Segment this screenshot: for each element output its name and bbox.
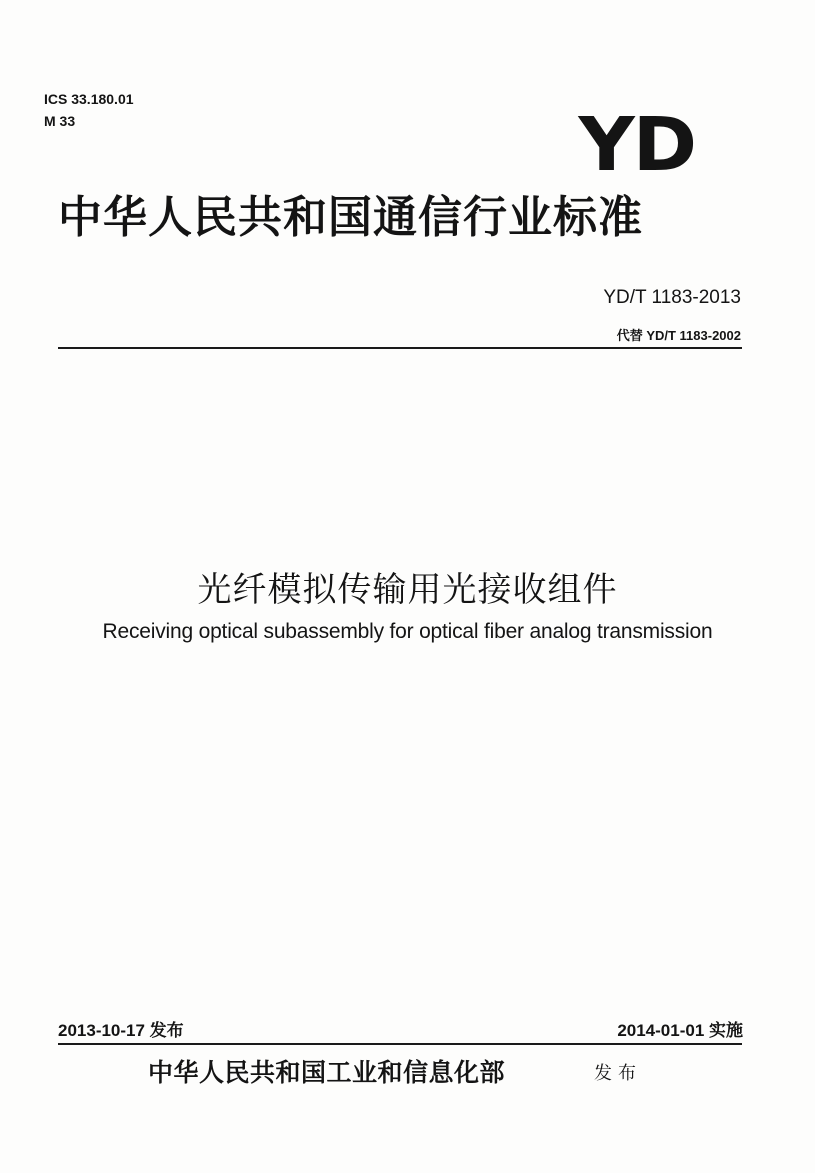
classification-codes [44,88,134,132]
top-divider [58,347,742,349]
bottom-divider [58,1043,742,1045]
issue-date: 2013-10-17 发布 [58,1021,184,1040]
publisher-name: 中华人民共和国工业和信息化部 [148,1058,506,1087]
category-code: M 33 [44,113,76,129]
document-title-english: Receiving optical subassembly for optical fiber analog transmission [102,620,713,643]
ics-code: ICS 33.180.01 [44,91,134,107]
standard-title: 中华人民共和国通信行业标准 [58,192,643,243]
publish-label: 发布 [594,1063,642,1084]
standard-number: YD/T 1183-2013 [603,287,741,308]
document-title-chinese: 光纤模拟传输用光接收组件 [197,570,618,610]
implementation-date: 2014-01-01 实施 [617,1021,743,1040]
replaces-standard: 代替 YD/T 1183-2002 [616,328,741,343]
yd-logo: YD [578,102,695,188]
